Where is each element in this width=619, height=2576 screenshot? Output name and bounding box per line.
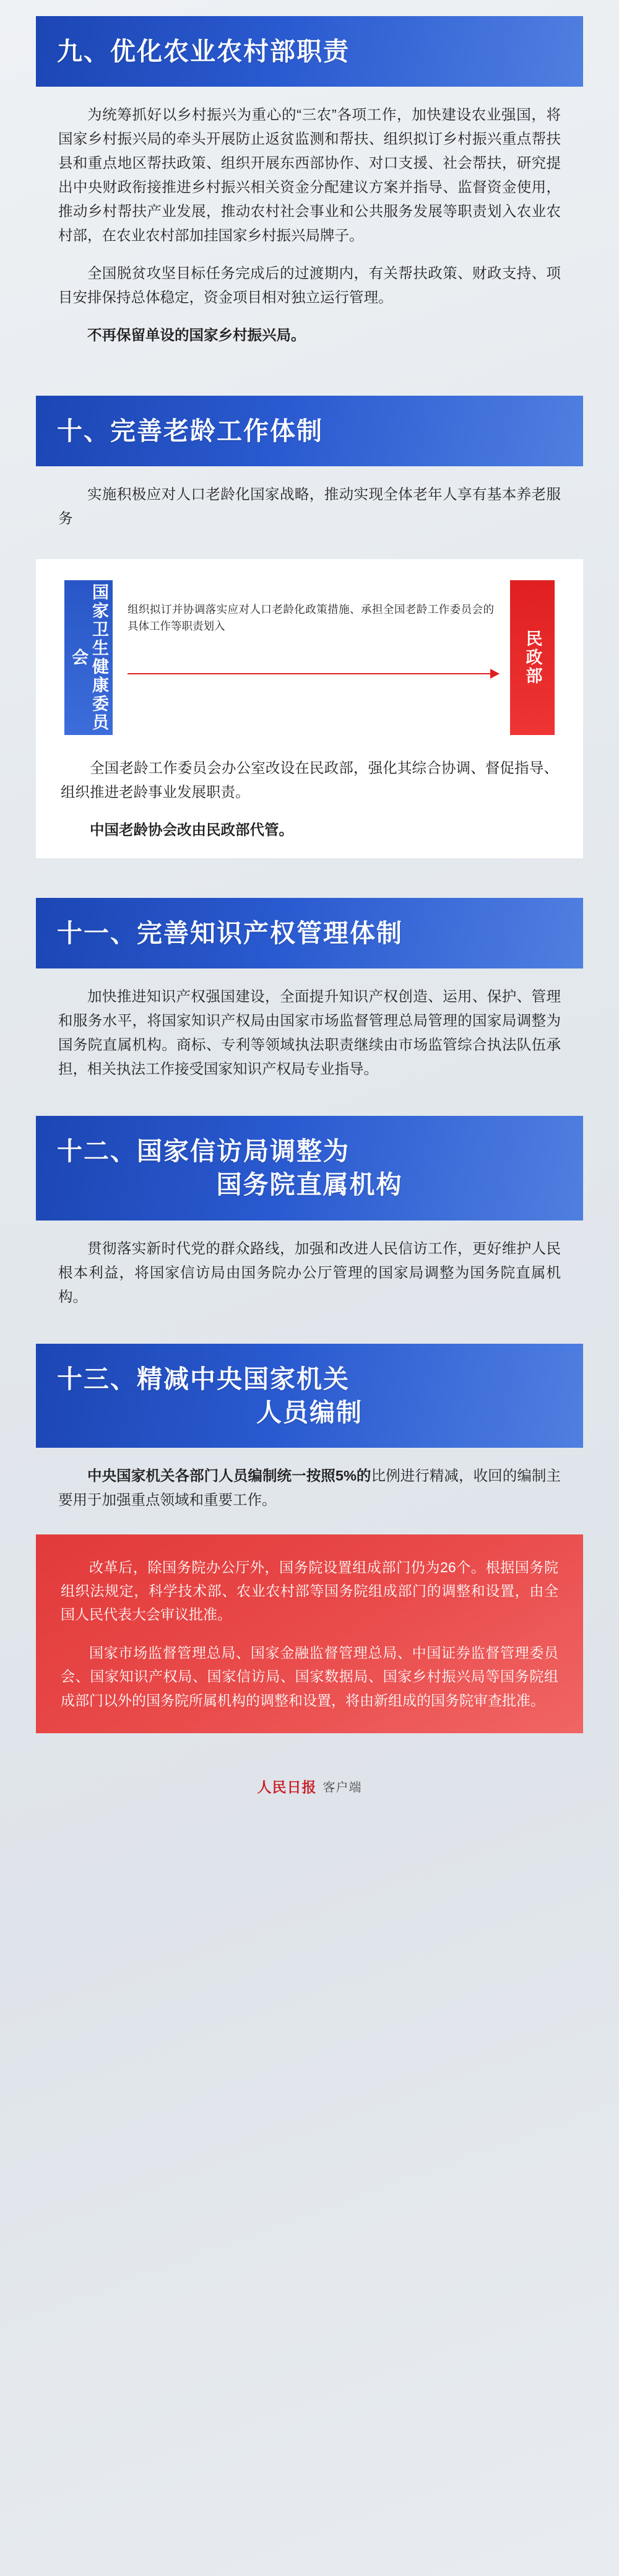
section-12-heading-line1: 十二、国家信访局调整为 — [57, 1137, 350, 1166]
section-13-bold-lead: 中央国家机关各部门人员编制统一按照5%的 — [87, 1467, 371, 1484]
section-13-body — [36, 1448, 583, 1518]
section-10-banner — [36, 396, 583, 466]
diagram-right-box — [510, 580, 555, 735]
diagram-arrow-head-icon — [490, 669, 500, 679]
org-transfer-diagram — [61, 580, 558, 735]
section-12-banner — [36, 1116, 583, 1220]
gap-12-13 — [0, 1315, 619, 1344]
gap-10-11 — [0, 858, 619, 898]
diagram-arrow-line — [128, 673, 499, 674]
org-transfer-diagram-wrapper — [36, 559, 583, 754]
section-11-heading: 十一、完善知识产权管理体制 — [57, 919, 403, 948]
section-13-heading-line2: 人员编制 — [256, 1398, 363, 1427]
section-9-body — [36, 87, 583, 367]
section-11-paragraph-1: 加快推进知识产权强国建设，全面提升知识产权创造、运用、保护、管理和服务水平，将国家知识产权局由国家市场监督管理总局管理的国家局调整为国务院直属机构。商标、专利等领域执法职责继续由市场监管综合执法队伍承担，相关执法工作接受国家知识产权局专业指导。 — [58, 988, 561, 1077]
section-13-heading-line1: 十三、精减中央国家机关 — [57, 1364, 350, 1393]
section-10-paragraph-1: 实施积极应对人口老龄化国家战略，推动实现全体老年人享有基本养老服务 — [58, 486, 561, 527]
section-12-body — [36, 1221, 583, 1315]
diagram-left-box-label: 国家卫生健康委员会 — [69, 583, 108, 733]
section-9-banner — [36, 16, 583, 87]
section-10-after-bold: 中国老龄协会改由民政部代管。 — [90, 822, 293, 838]
peoples-daily-logo: 人民日报 — [257, 1780, 317, 1796]
section-13-banner — [36, 1344, 583, 1448]
gap-11-12 — [0, 1087, 619, 1116]
section-9-heading: 九、优化农业农村部职责 — [57, 37, 350, 66]
diagram-left-box — [64, 580, 113, 735]
diagram-right-box-label: 民政部 — [523, 630, 542, 686]
section-13-paragraph-1 — [58, 1464, 561, 1512]
section-10-heading: 十、完善老龄工作体制 — [57, 417, 323, 446]
section-10-body — [36, 466, 583, 537]
red-callout-block — [36, 1534, 583, 1733]
section-9-bold-paragraph: 不再保留单设的国家乡村振兴局。 — [87, 327, 306, 344]
top-spacer — [0, 0, 619, 16]
diagram-arrow-label: 组织拟订并协调落实应对人口老龄化政策措施、承担全国老龄工作委员会的具体工作等职责划入 — [128, 603, 494, 633]
section-13-tail-text: 比例进行精减，收回的编制主要用于加强重点领域和重要工作。 — [58, 1467, 561, 1508]
callout-paragraph-1: 改革后，除国务院办公厅外，国务院设置组成部门仍为26个。根据国务院组织法规定，科学技术部、农业农村部等国务院组成部门的调整和设置，由全国人民代表大会审议批准。 — [61, 1559, 558, 1623]
section-10-after-diagram — [36, 754, 583, 858]
section-12-heading-line2: 国务院直属机构 — [216, 1170, 403, 1199]
footer — [0, 1758, 619, 1815]
diagram-arrow-area — [125, 601, 499, 735]
footer-client-label: 客户端 — [322, 1781, 362, 1795]
section-10-after-paragraph-1: 全国老龄工作委员会办公室改设在民政部，强化其综合协调、督促指导、组织推进老龄事业发展职责。 — [61, 760, 558, 801]
section-9-paragraph-2: 全国脱贫攻坚目标任务完成后的过渡期内，有关帮扶政策、财政支持、项目安排保持总体稳定，资金项目相对独立运行管理。 — [58, 265, 561, 306]
callout-paragraph-2: 国家市场监督管理总局、国家金融监督管理总局、中国证券监督管理委员会、国家知识产权局、国家信访局、国家数据局、国家乡村振兴局等国务院组成部门以外的国务院所属机构的调整和设置，将由新组成的国务院审查批准。 — [61, 1645, 558, 1708]
section-12-paragraph-1: 贯彻落实新时代党的群众路线，加强和改进人民信访工作，更好维护人民根本利益，将国家信访局由国务院办公厅管理的国家局调整为国务院直属机构。 — [58, 1240, 561, 1305]
gap-before-diagram — [0, 537, 619, 553]
gap-9-10 — [0, 367, 619, 396]
section-11-body — [36, 968, 583, 1087]
section-11-banner — [36, 898, 583, 968]
section-9-paragraph-1: 为统筹抓好以乡村振兴为重心的“三农”各项工作，加快建设农业强国，将国家乡村振兴局的牵头开展防止返贫监测和帮扶、组织拟订乡村振兴重点帮扶县和重点地区帮扶政策、组织开展东西部协作、对口支援、社会帮扶，研究提出中央财政衔接推进乡村振兴相关资金分配建议方案并指导、监督资金使用，推动乡村帮扶产业发展，推动农村社会事业和公共服务发展等职责划入农业农村部，在农业农村部加挂国家乡村振兴局牌子。 — [58, 107, 561, 244]
